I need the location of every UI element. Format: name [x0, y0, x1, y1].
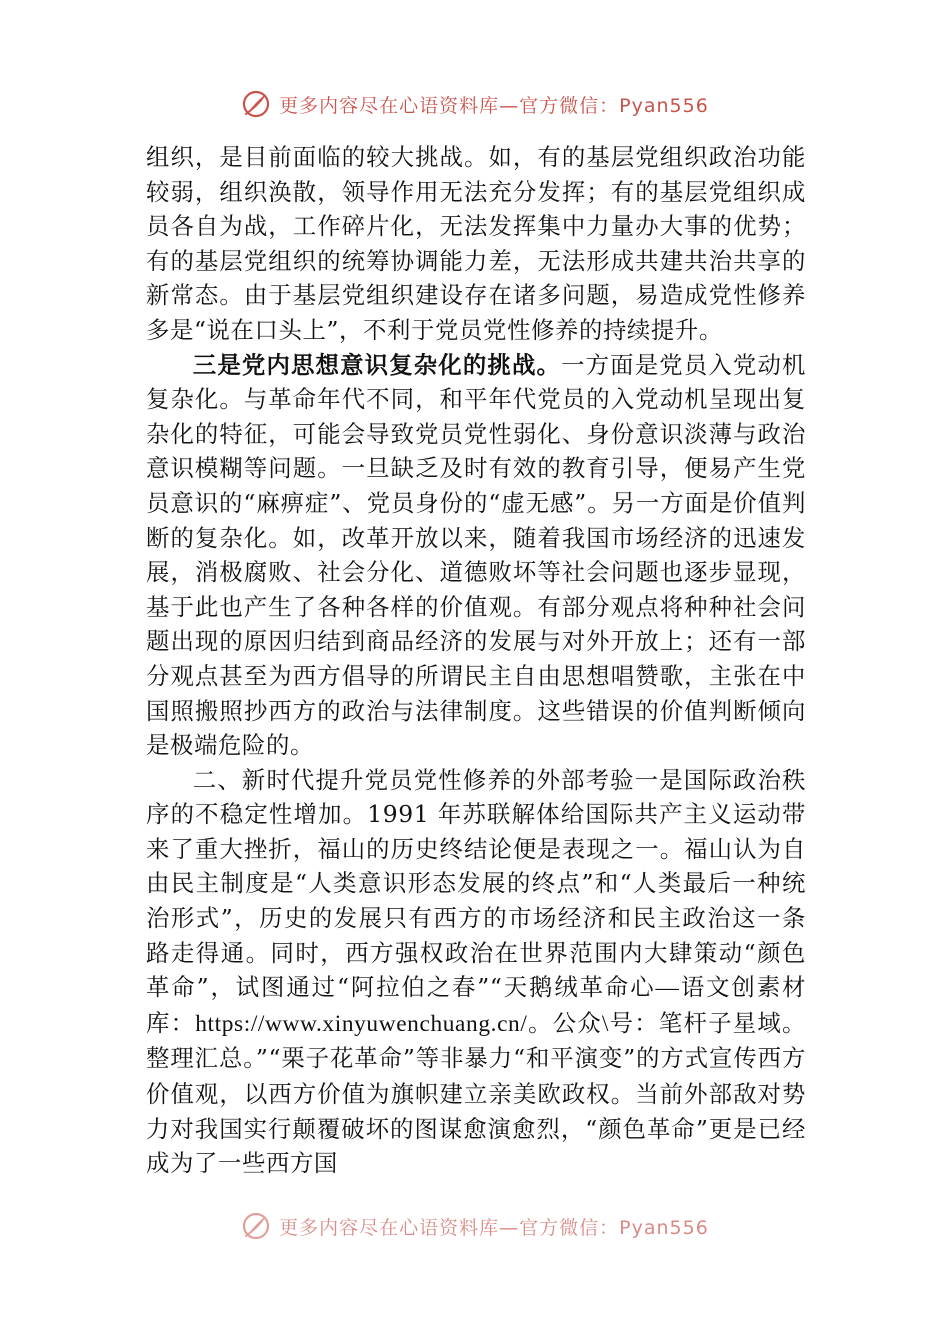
- paragraph-2-lead: 三是党内思想意识复杂化的挑战。: [192, 350, 562, 379]
- paragraph-2-text: 一方面是党员入党动机复杂化。与革命年代不同，和平年代党员的入党动机呈现出复杂化的特征，可能会导致党员党性弱化、身份意识淡薄与政治意识模糊等问题。一旦缺乏及时有效的教育引导，便易产生党员意识的“麻痹症”、党员身份的“虚无感”。另一方面是价值判断的复杂化。如，改革开放以来，随着我国市场经济的迅速发展，消极腐败、社会分化、道德败坏等社会问题也逐步显现，基于此也产生了各种各样的价值观。有部分观点将种种社会问题出现的原因归结到商品经济的发展与对外开放上；还有一部分观点甚至为西方倡导的所谓民主自由思想唱赞歌，主张在中国照搬照抄西方的政治与法律制度。这些错误的价值判断倾向是极端危险的。: [146, 350, 806, 760]
- header-watermark-text: 更多内容尽在心语资料库—官方微信：Pyan556: [279, 94, 709, 117]
- paragraph-3-text-b: ”“栗子花革命”等非暴力“和平演变”的方式宣传西方价值观，以西方价值为旗帜建立亲美欧政权。当前外部敌对势力对我国实行颠覆破坏的图谋愈演愈烈，“颜色革命”更是已经成为了一些西方国: [146, 1044, 806, 1178]
- header-watermark: [0, 84, 950, 124]
- footer-watermark-text: 更多内容尽在心语资料库—官方微信：Pyan556: [279, 1216, 709, 1239]
- paragraph-1: 组织，是目前面临的较大挑战。如，有的基层党组织政治功能较弱，组织涣散，领导作用无法充分发挥；有的基层党组织成员各自为战，工作碎片化，无法发挥集中力量办大事的优势；有的基层党组织的统筹协调能力差，无法形成共建共治共享的新常态。由于基层党组织建设存在诸多问题，易造成党性修养多是“说在口头上”，不利于党员党性修养的持续提升。: [146, 143, 806, 344]
- inline-source-note: 心—语文创素材库：https://www.xinyuwenchuang.cn/。公众\号：笔杆子星域。整理汇总。: [146, 975, 806, 1073]
- paragraph-2: [146, 348, 806, 763]
- quill-circle-logo-icon: [241, 89, 271, 119]
- quill-circle-logo-icon: [241, 1211, 271, 1241]
- footer-watermark: [0, 1206, 950, 1246]
- document-body: [146, 140, 806, 1210]
- paragraph-3: [146, 763, 806, 1181]
- paragraph-3-text-a: 二、新时代提升党员党性修养的外部考验一是国际政治秩序的不稳定性增加。1991 年苏联解体给国际共产主义运动带来了重大挫折，福山的历史终结论便是表现之一。福山认为自由民主制度是“人类意识形态发展的终点”和“人类最后一种统治形式”，历史的发展只有西方的市场经济和民主政治这一条路走得通。同时，西方强权政治在世界范围内大肆策动“颜色革命”，试图通过“阿拉伯之春”“天鹅绒革命: [146, 765, 806, 1002]
